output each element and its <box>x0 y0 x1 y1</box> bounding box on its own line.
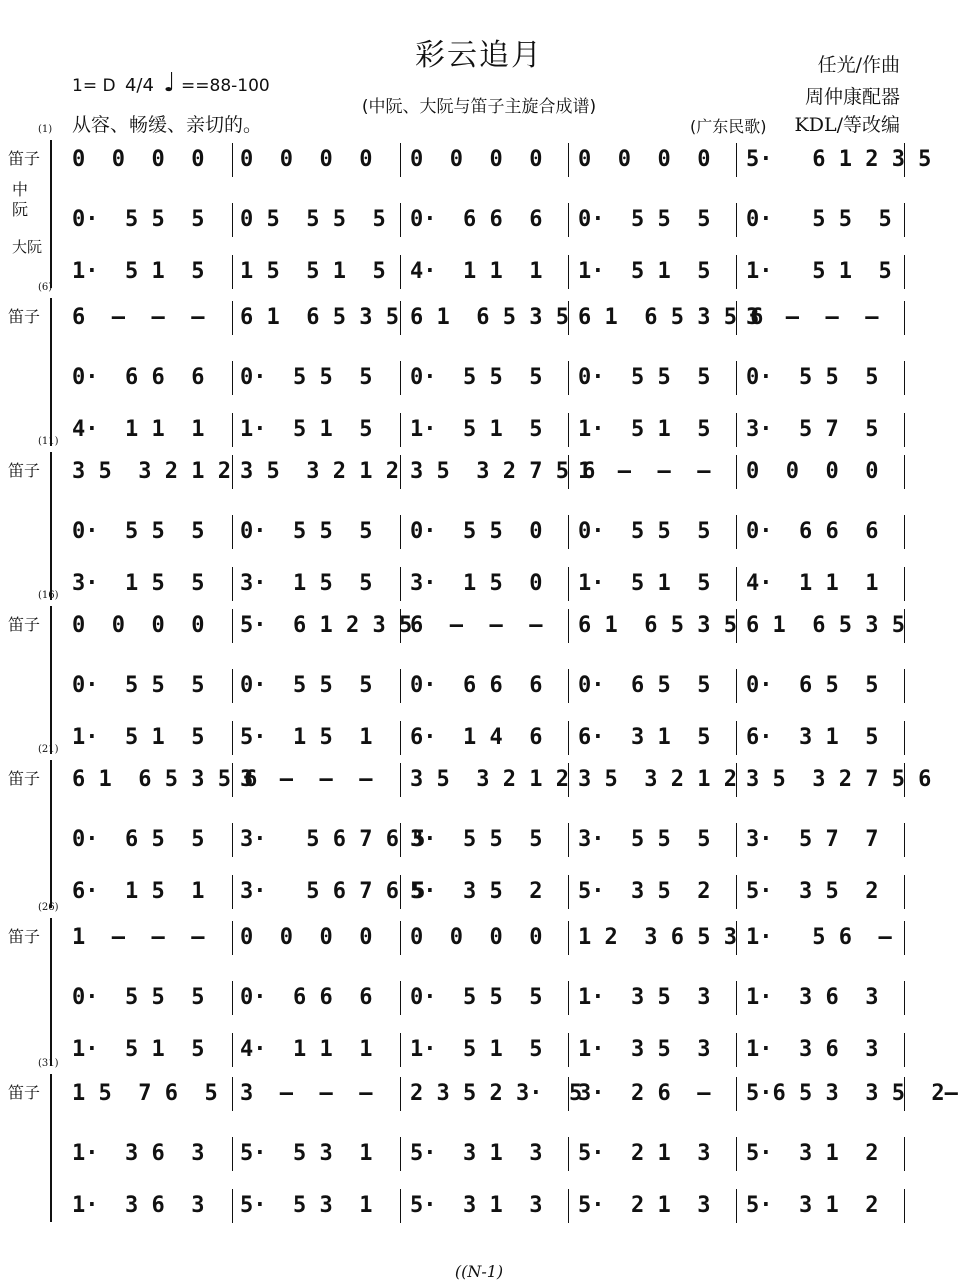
measure: 3 5 3 2 1 2 <box>240 459 399 484</box>
measure: 1 2 3 6 5 3 <box>578 925 737 950</box>
measure: 1· 3 6 3 <box>72 1193 205 1218</box>
barline <box>568 1077 569 1111</box>
measure: 0· 5 5 5 <box>240 673 373 698</box>
measure: 1· 5 1 5 <box>72 259 205 284</box>
measure: 5· 6 1 2 3 5 <box>746 147 932 172</box>
measure: 0 0 0 0 <box>72 147 205 172</box>
dizi-staff <box>66 140 932 180</box>
measure: 1· 5 1 5 <box>72 1037 205 1062</box>
barline <box>232 203 233 237</box>
score-system <box>0 282 958 448</box>
dizi-staff <box>66 298 911 338</box>
measure: 1· 5 1 5 <box>578 417 711 442</box>
barline <box>736 1077 737 1111</box>
barline <box>400 301 401 335</box>
barline <box>568 301 569 335</box>
barline <box>568 875 569 909</box>
barline <box>400 875 401 909</box>
barline <box>400 981 401 1015</box>
barline <box>232 981 233 1015</box>
measure: 1· 3 5 3 <box>578 985 711 1010</box>
measure: 0 0 0 0 <box>240 925 373 950</box>
measure: 5· 2 1 3 <box>578 1141 711 1166</box>
measure: 1· 5 1 5 <box>578 259 711 284</box>
quarter-note-icon: ♩ <box>163 68 176 98</box>
measure: 6 – – – <box>410 613 543 638</box>
measure: 6· 1 5 1 <box>72 879 205 904</box>
barline <box>904 1189 905 1223</box>
measure: 0· 5 5 5 <box>578 519 711 544</box>
barline <box>736 763 737 797</box>
composer-credit: 任光/作曲 <box>817 54 900 76</box>
barline <box>736 143 737 177</box>
measure: 5· 3 5 2 <box>578 879 711 904</box>
part-label-zhongruan: 中阮 <box>12 180 29 219</box>
measure: 1· 5 1 5 <box>746 259 892 284</box>
measure: 0· 5 5 5 <box>578 365 711 390</box>
measure: 3 – – – <box>240 767 373 792</box>
zhongruan-staff <box>66 200 911 240</box>
measure-number: (21) <box>38 744 59 755</box>
measure: 1 – – – <box>578 459 711 484</box>
barline <box>736 721 737 755</box>
barline <box>400 1137 401 1171</box>
measure: 0 0 0 0 <box>410 925 543 950</box>
barline <box>904 361 905 395</box>
measure: 5· 6 1 2 3 5 <box>240 613 413 638</box>
measure-number: (11) <box>38 436 59 447</box>
barline <box>904 1077 905 1111</box>
barline <box>232 413 233 447</box>
editor-credit: KDL/等改编 <box>794 114 900 136</box>
part-label-dizi: 笛子 <box>8 461 41 480</box>
measure: 4· 1 1 1 <box>72 417 205 442</box>
measure: 1 5 7 6 5 <box>72 1081 218 1106</box>
part-label-daruan: 大阮 <box>12 238 43 256</box>
zhongruan-staff <box>66 666 911 706</box>
barline <box>736 875 737 909</box>
measure: 3· 1 5 5 <box>72 571 205 596</box>
barline <box>904 1033 905 1067</box>
barline <box>568 203 569 237</box>
system-bracket <box>50 1074 52 1222</box>
daruan-staff <box>66 1186 911 1226</box>
measure: 1· 5 1 5 <box>410 1037 543 1062</box>
measure: 1· 3 5 3 <box>578 1037 711 1062</box>
barline <box>904 669 905 703</box>
barline <box>904 609 905 643</box>
barline <box>736 1137 737 1171</box>
barline <box>568 1033 569 1067</box>
zhongruan-staff <box>66 512 911 552</box>
measure: 0 0 0 0 <box>746 459 879 484</box>
barline <box>568 413 569 447</box>
measure: 5· 3 5 2 <box>746 879 879 904</box>
system-bracket <box>50 918 52 1066</box>
measure: 0 0 0 0 <box>72 613 205 638</box>
measure: 1· 3 6 3 <box>746 985 879 1010</box>
barline <box>904 875 905 909</box>
measure: 6 1 6 5 3 5 6 <box>72 767 258 792</box>
score-system <box>0 1058 958 1224</box>
daruan-staff <box>66 252 911 292</box>
part-label-dizi: 笛子 <box>8 1083 41 1102</box>
page-title: 彩云追月 <box>415 38 543 73</box>
barline <box>232 455 233 489</box>
barline <box>736 981 737 1015</box>
barline <box>400 1033 401 1067</box>
barline <box>400 669 401 703</box>
barline <box>232 763 233 797</box>
barline <box>736 1033 737 1067</box>
barline <box>400 203 401 237</box>
measure: 3 5 3 2 7 5 6 <box>410 459 596 484</box>
zhongruan-staff <box>66 1134 911 1174</box>
measure: 1· 5 1 5 <box>240 417 373 442</box>
barline <box>736 455 737 489</box>
measure: 5· 3 1 2 <box>746 1141 879 1166</box>
measure-number: (16) <box>38 590 59 601</box>
barline <box>568 823 569 857</box>
barline <box>232 301 233 335</box>
barline <box>904 921 905 955</box>
barline <box>568 763 569 797</box>
barline <box>400 609 401 643</box>
dizi-staff <box>66 606 911 646</box>
measure: 6 1 6 5 3 5 <box>746 613 905 638</box>
barline <box>904 255 905 289</box>
measure: 2 3 5 2 3· 5 <box>410 1081 583 1106</box>
measure: 3· 5 5 5 <box>578 827 711 852</box>
part-label-dizi: 笛子 <box>8 615 41 634</box>
measure: 4· 1 1 1 <box>240 1037 373 1062</box>
barline <box>400 823 401 857</box>
barline <box>736 515 737 549</box>
barline <box>736 413 737 447</box>
measure: 0· 5 5 5 <box>72 673 205 698</box>
barline <box>736 1189 737 1223</box>
barline <box>232 567 233 601</box>
measure: 0· 5 5 5 <box>410 985 543 1010</box>
barline <box>232 361 233 395</box>
measure: 6 1 6 5 3 5 <box>578 613 737 638</box>
measure: 3· 2 6 – <box>578 1081 711 1106</box>
measure: 3· 5 6 7 6 5 <box>240 827 426 852</box>
measure: 5· 3 1 2 <box>746 1193 879 1218</box>
measure: 3 5 3 2 1 2 <box>578 767 737 792</box>
measure: 5· 3 1 3 <box>410 1193 543 1218</box>
measure: 5· 3 1 3 <box>410 1141 543 1166</box>
barline <box>904 301 905 335</box>
barline <box>736 301 737 335</box>
measure: 6· 1 4 6 <box>410 725 543 750</box>
score-system <box>0 902 958 1068</box>
measure: 0· 5 5 5 <box>240 519 373 544</box>
part-label-dizi: 笛子 <box>8 149 41 168</box>
barline <box>736 567 737 601</box>
measure: 3 5 3 2 7 5 6 <box>746 767 932 792</box>
barline <box>736 921 737 955</box>
barline <box>232 1137 233 1171</box>
measure: 3· 5 7 5 <box>746 417 879 442</box>
barline <box>232 669 233 703</box>
barline <box>232 515 233 549</box>
measure: 6 – – – <box>72 305 205 330</box>
barline <box>232 609 233 643</box>
zhongruan-staff <box>66 978 911 1018</box>
measure: 3 – – – <box>746 305 879 330</box>
measure: 3 5 3 2 1 2 <box>410 767 569 792</box>
measure: 3· 1 5 5 <box>240 571 373 596</box>
page-footer: ((N-1) <box>454 1262 504 1281</box>
measure: 6 1 6 5 3 5 6 <box>578 305 764 330</box>
measure: 0· 5 5 5 <box>746 207 892 232</box>
barline <box>232 1033 233 1067</box>
key-label: 1= D <box>72 76 116 96</box>
measure: 5· 5 3 1 <box>240 1193 373 1218</box>
measure: 0· 6 5 5 <box>578 673 711 698</box>
part-label-dizi: 笛子 <box>8 927 41 946</box>
barline <box>400 1189 401 1223</box>
barline <box>568 515 569 549</box>
barline <box>400 515 401 549</box>
measure: 0· 6 6 6 <box>746 519 879 544</box>
barline <box>736 823 737 857</box>
barline <box>568 981 569 1015</box>
measure-number: (26) <box>38 902 59 913</box>
measure: 6· 3 1 5 <box>578 725 711 750</box>
barline <box>904 143 905 177</box>
barline <box>232 143 233 177</box>
measure: 3· 5 7 7 <box>746 827 879 852</box>
dizi-staff <box>66 452 911 492</box>
barline <box>568 455 569 489</box>
measure: 1· 5 1 5 <box>578 571 711 596</box>
measure-number: (31) <box>38 1058 59 1069</box>
barline <box>736 255 737 289</box>
barline <box>568 143 569 177</box>
measure: 0· 5 5 5 <box>578 207 711 232</box>
dizi-staff <box>66 760 932 800</box>
barline <box>904 455 905 489</box>
barline <box>400 143 401 177</box>
barline <box>568 255 569 289</box>
expression-marking: 从容、畅缓、亲切的。 <box>72 114 263 136</box>
barline <box>568 609 569 643</box>
measure: 0· 6 6 6 <box>72 365 205 390</box>
system-bracket <box>50 140 52 288</box>
measure: 4· 1 1 1 <box>410 259 543 284</box>
measure: 1 5 5 1 5 <box>240 259 386 284</box>
barline <box>904 1137 905 1171</box>
barline <box>232 921 233 955</box>
measure: 3 – – – <box>240 1081 373 1106</box>
measure: 0· 5 5 5 <box>72 985 205 1010</box>
measure: 3· 5 6 7 6 5 <box>240 879 426 904</box>
barline <box>568 1189 569 1223</box>
measure: 0· 5 5 5 <box>410 365 543 390</box>
measure: 0· 6 5 5 <box>72 827 205 852</box>
tempo-marking: ==88-100 <box>181 76 270 96</box>
barline <box>232 1077 233 1111</box>
measure: 5·6 5 3 3 5 2– <box>746 1081 958 1106</box>
barline <box>904 515 905 549</box>
region-note: (广东民歌) <box>690 117 767 136</box>
daruan-staff <box>66 718 911 758</box>
measure-number: (1) <box>38 124 53 135</box>
system-bracket <box>50 298 52 446</box>
measure: 0 0 0 0 <box>410 147 543 172</box>
part-label-dizi: 笛子 <box>8 307 41 326</box>
barline <box>736 203 737 237</box>
barline <box>232 255 233 289</box>
measure: 0· 6 6 6 <box>410 207 543 232</box>
measure: 6· 3 1 5 <box>746 725 879 750</box>
barline <box>904 763 905 797</box>
measure: 0· 5 5 0 <box>410 519 543 544</box>
barline <box>904 981 905 1015</box>
zhongruan-staff <box>66 358 911 398</box>
measure-number: (6) <box>38 282 53 293</box>
page-subtitle: (中阮、大阮与笛子主旋合成谱) <box>361 97 597 117</box>
measure: 0 5 5 5 5 <box>240 207 386 232</box>
barline <box>736 609 737 643</box>
barline <box>904 203 905 237</box>
barline <box>400 255 401 289</box>
measure: 1· 5 6 – <box>746 925 892 950</box>
score-system <box>0 744 958 910</box>
dizi-staff <box>66 1074 958 1114</box>
barline <box>232 875 233 909</box>
measure: 0· 5 5 5 <box>240 365 373 390</box>
barline <box>400 567 401 601</box>
barline <box>400 721 401 755</box>
measure: 5· 3 5 2 <box>410 879 543 904</box>
barline <box>736 669 737 703</box>
measure: 0· 6 5 5 <box>746 673 879 698</box>
barline <box>232 721 233 755</box>
measure: 0· 5 5 5 <box>72 519 205 544</box>
system-bracket <box>50 452 52 600</box>
measure: 1· 3 6 3 <box>72 1141 205 1166</box>
measure: 0· 6 6 6 <box>240 985 373 1010</box>
barline <box>232 1189 233 1223</box>
barline <box>568 669 569 703</box>
daruan-staff <box>66 1030 911 1070</box>
measure: 5· 2 1 3 <box>578 1193 711 1218</box>
barline <box>568 921 569 955</box>
measure: 0 0 0 0 <box>578 147 711 172</box>
barline <box>736 361 737 395</box>
part-label-dizi: 笛子 <box>8 769 41 788</box>
measure: 0· 5 5 5 <box>72 207 205 232</box>
measure: 3· 5 5 5 <box>410 827 543 852</box>
measure: 5· 1 5 1 <box>240 725 373 750</box>
key-signature <box>72 68 270 98</box>
barline <box>904 413 905 447</box>
daruan-staff <box>66 564 911 604</box>
daruan-staff <box>66 410 911 450</box>
barline <box>568 1137 569 1171</box>
measure: 5· 5 3 1 <box>240 1141 373 1166</box>
measure: 6 1 6 5 3 5 <box>410 305 569 330</box>
measure: 3· 1 5 0 <box>410 571 543 596</box>
barline <box>568 361 569 395</box>
barline <box>400 921 401 955</box>
measure: 6 1 6 5 3 5 <box>240 305 399 330</box>
barline <box>400 361 401 395</box>
time-signature: 4/4 <box>124 75 154 96</box>
system-bracket <box>50 760 52 908</box>
measure: 0 0 0 0 <box>240 147 373 172</box>
arranger-credit: 周仲康配器 <box>804 86 900 108</box>
barline <box>400 455 401 489</box>
system-bracket <box>50 606 52 754</box>
measure: 1· 5 1 5 <box>72 725 205 750</box>
barline <box>904 721 905 755</box>
zhongruan-staff <box>66 820 911 860</box>
dizi-staff <box>66 918 911 958</box>
measure: 1· 3 6 3 <box>746 1037 879 1062</box>
barline <box>400 763 401 797</box>
barline <box>568 567 569 601</box>
measure: 0· 5 5 5 <box>746 365 879 390</box>
measure: 3 5 3 2 1 2 <box>72 459 231 484</box>
barline <box>400 413 401 447</box>
score-system <box>0 436 958 602</box>
score-system <box>0 590 958 756</box>
measure: 4· 1 1 1 <box>746 571 879 596</box>
barline <box>904 567 905 601</box>
barline <box>904 823 905 857</box>
measure: 1 – – – <box>72 925 205 950</box>
barline <box>400 1077 401 1111</box>
measure: 0· 6 6 6 <box>410 673 543 698</box>
barline <box>232 823 233 857</box>
daruan-staff <box>66 872 911 912</box>
measure: 1· 5 1 5 <box>410 417 543 442</box>
barline <box>568 721 569 755</box>
